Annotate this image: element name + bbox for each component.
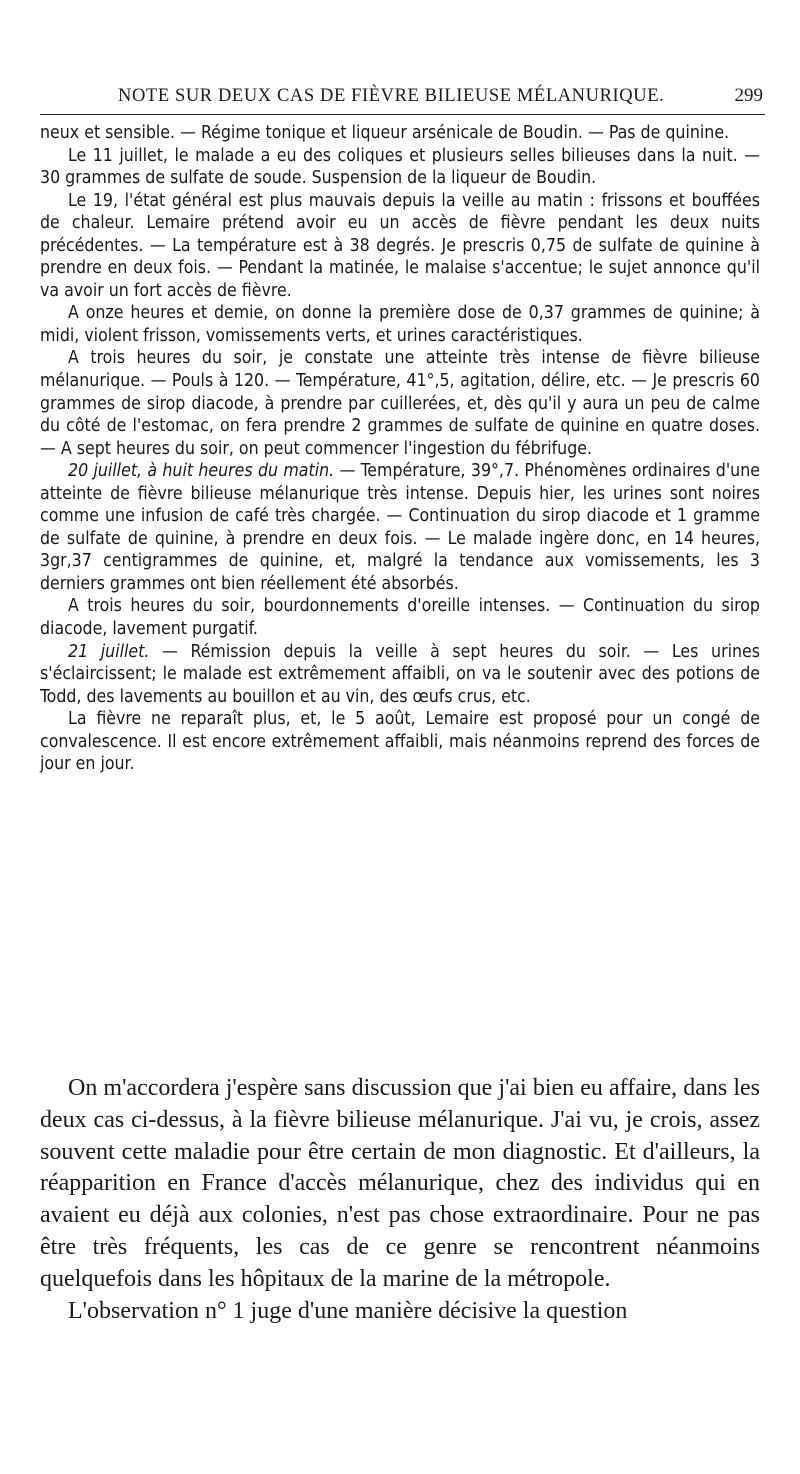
paragraph: A onze heures et demie, on donne la première dose de 0,37 grammes de quinine; à midi, violent frisson, vomissements verts, et urines caractéristiques. bbox=[40, 303, 760, 346]
running-title: NOTE SUR DEUX CAS DE FIÈVRE BILIEUSE MÉLANURIQUE. bbox=[118, 86, 665, 106]
paragraph: neux et sensible. — Régime tonique et liqueur arsénicale de Boudin. — Pas de quinine. bbox=[40, 123, 730, 143]
entry-text: — Rémission depuis la veille à sept heures du soir. — Les urines s'éclaircissent; le malade est extrêmement affaibli, on va le soutenir avec des potions de Todd, des lavements au bouillon et au vin, des œufs crus, etc. bbox=[40, 641, 760, 707]
paragraph: L'observation n° 1 juge d'une manière décisive la question bbox=[68, 1297, 628, 1324]
paragraph bbox=[40, 460, 760, 595]
page-number: 299 bbox=[734, 85, 763, 106]
case-notes-block bbox=[40, 122, 760, 776]
paragraph: A trois heures du soir, je constate une atteinte très intense de fièvre bilieuse mélanurique. — Pouls à 120. — Température, 41°,5, agitation, délire, etc. — Je prescris 60 grammes de sirop diacode, à prendre par cuillerées, et, dès qu'il y aura un peu de calme du côté de l'estomac, on fera prendre 2 grammes de sulfate de quinine en quatre doses. — A sept heures du soir, on peut commencer l'ingestion du fébrifuge. bbox=[40, 348, 760, 459]
running-header bbox=[40, 84, 765, 115]
paragraph: A trois heures du soir, bourdonnements d'oreille intenses. — Continuation du sirop diacode, lavement purgatif. bbox=[40, 596, 760, 640]
paragraph bbox=[40, 641, 760, 709]
paragraph: Le 11 juillet, le malade a eu des coliques et plusieurs selles bilieuses dans la nuit. — 30 grammes de sulfate de soude. Suspension de la liqueur de Boudin. bbox=[40, 145, 760, 189]
entry-text: — Température, 39°,7. Phénomènes ordinaires d'une atteinte de fièvre bilieuse mélanurique très intense. Depuis hier, les urines sont noires comme une infusion de café très chargée. — Continuation du sirop diacode et 1 gramme de sulfate de quinine, à prendre en deux fois. — Le malade ingère donc, en 14 heures, 3gr,37 centigrammes de quinine, et, malgré la tendance aux vomissements, les 3 derniers grammes ont bien réellement été absorbés. bbox=[40, 461, 760, 594]
paragraph: La fièvre ne reparaît plus, et, le 5 août, Lemaire est proposé pour un congé de convalescence. Il est encore extrêmement affaibli, mais néanmoins reprend des forces de jour en jour. bbox=[40, 709, 760, 775]
paragraph: On m'accordera j'espère sans discussion que j'ai bien eu affaire, dans les deux cas ci-dessus, à la fièvre bilieuse mélanurique. J'ai vu, je crois, assez souvent cette maladie pour être certain de mon diagnostic. Et d'ailleurs, la réapparition en France d'accès mélanurique, chez des individus qui en avaient eu déjà aux colonies, n'est pas chose extraordinaire. Pour ne pas être très fréquents, les cas de ce genre se rencontrent néanmoins quelquefois dans les hôpitaux de la marine de la métropole. bbox=[40, 1075, 760, 1292]
entry-date: 21 juillet. bbox=[68, 641, 150, 662]
paragraph: Le 19, l'état général est plus mauvais depuis la veille au matin : frissons et bouffées de chaleur. Lemaire prétend avoir eu un accès de fièvre pendant les deux nuits précédentes. — La température est à 38 degrés. Je prescris 0,75 de sulfate de quinine à prendre en deux fois. — Pendant la matinée, le malaise s'accentue; le sujet annonce qu'il va avoir un fort accès de fièvre. bbox=[40, 190, 760, 301]
discussion-block bbox=[40, 1073, 760, 1327]
entry-date: 20 juillet, à huit heures du matin. bbox=[68, 461, 335, 482]
